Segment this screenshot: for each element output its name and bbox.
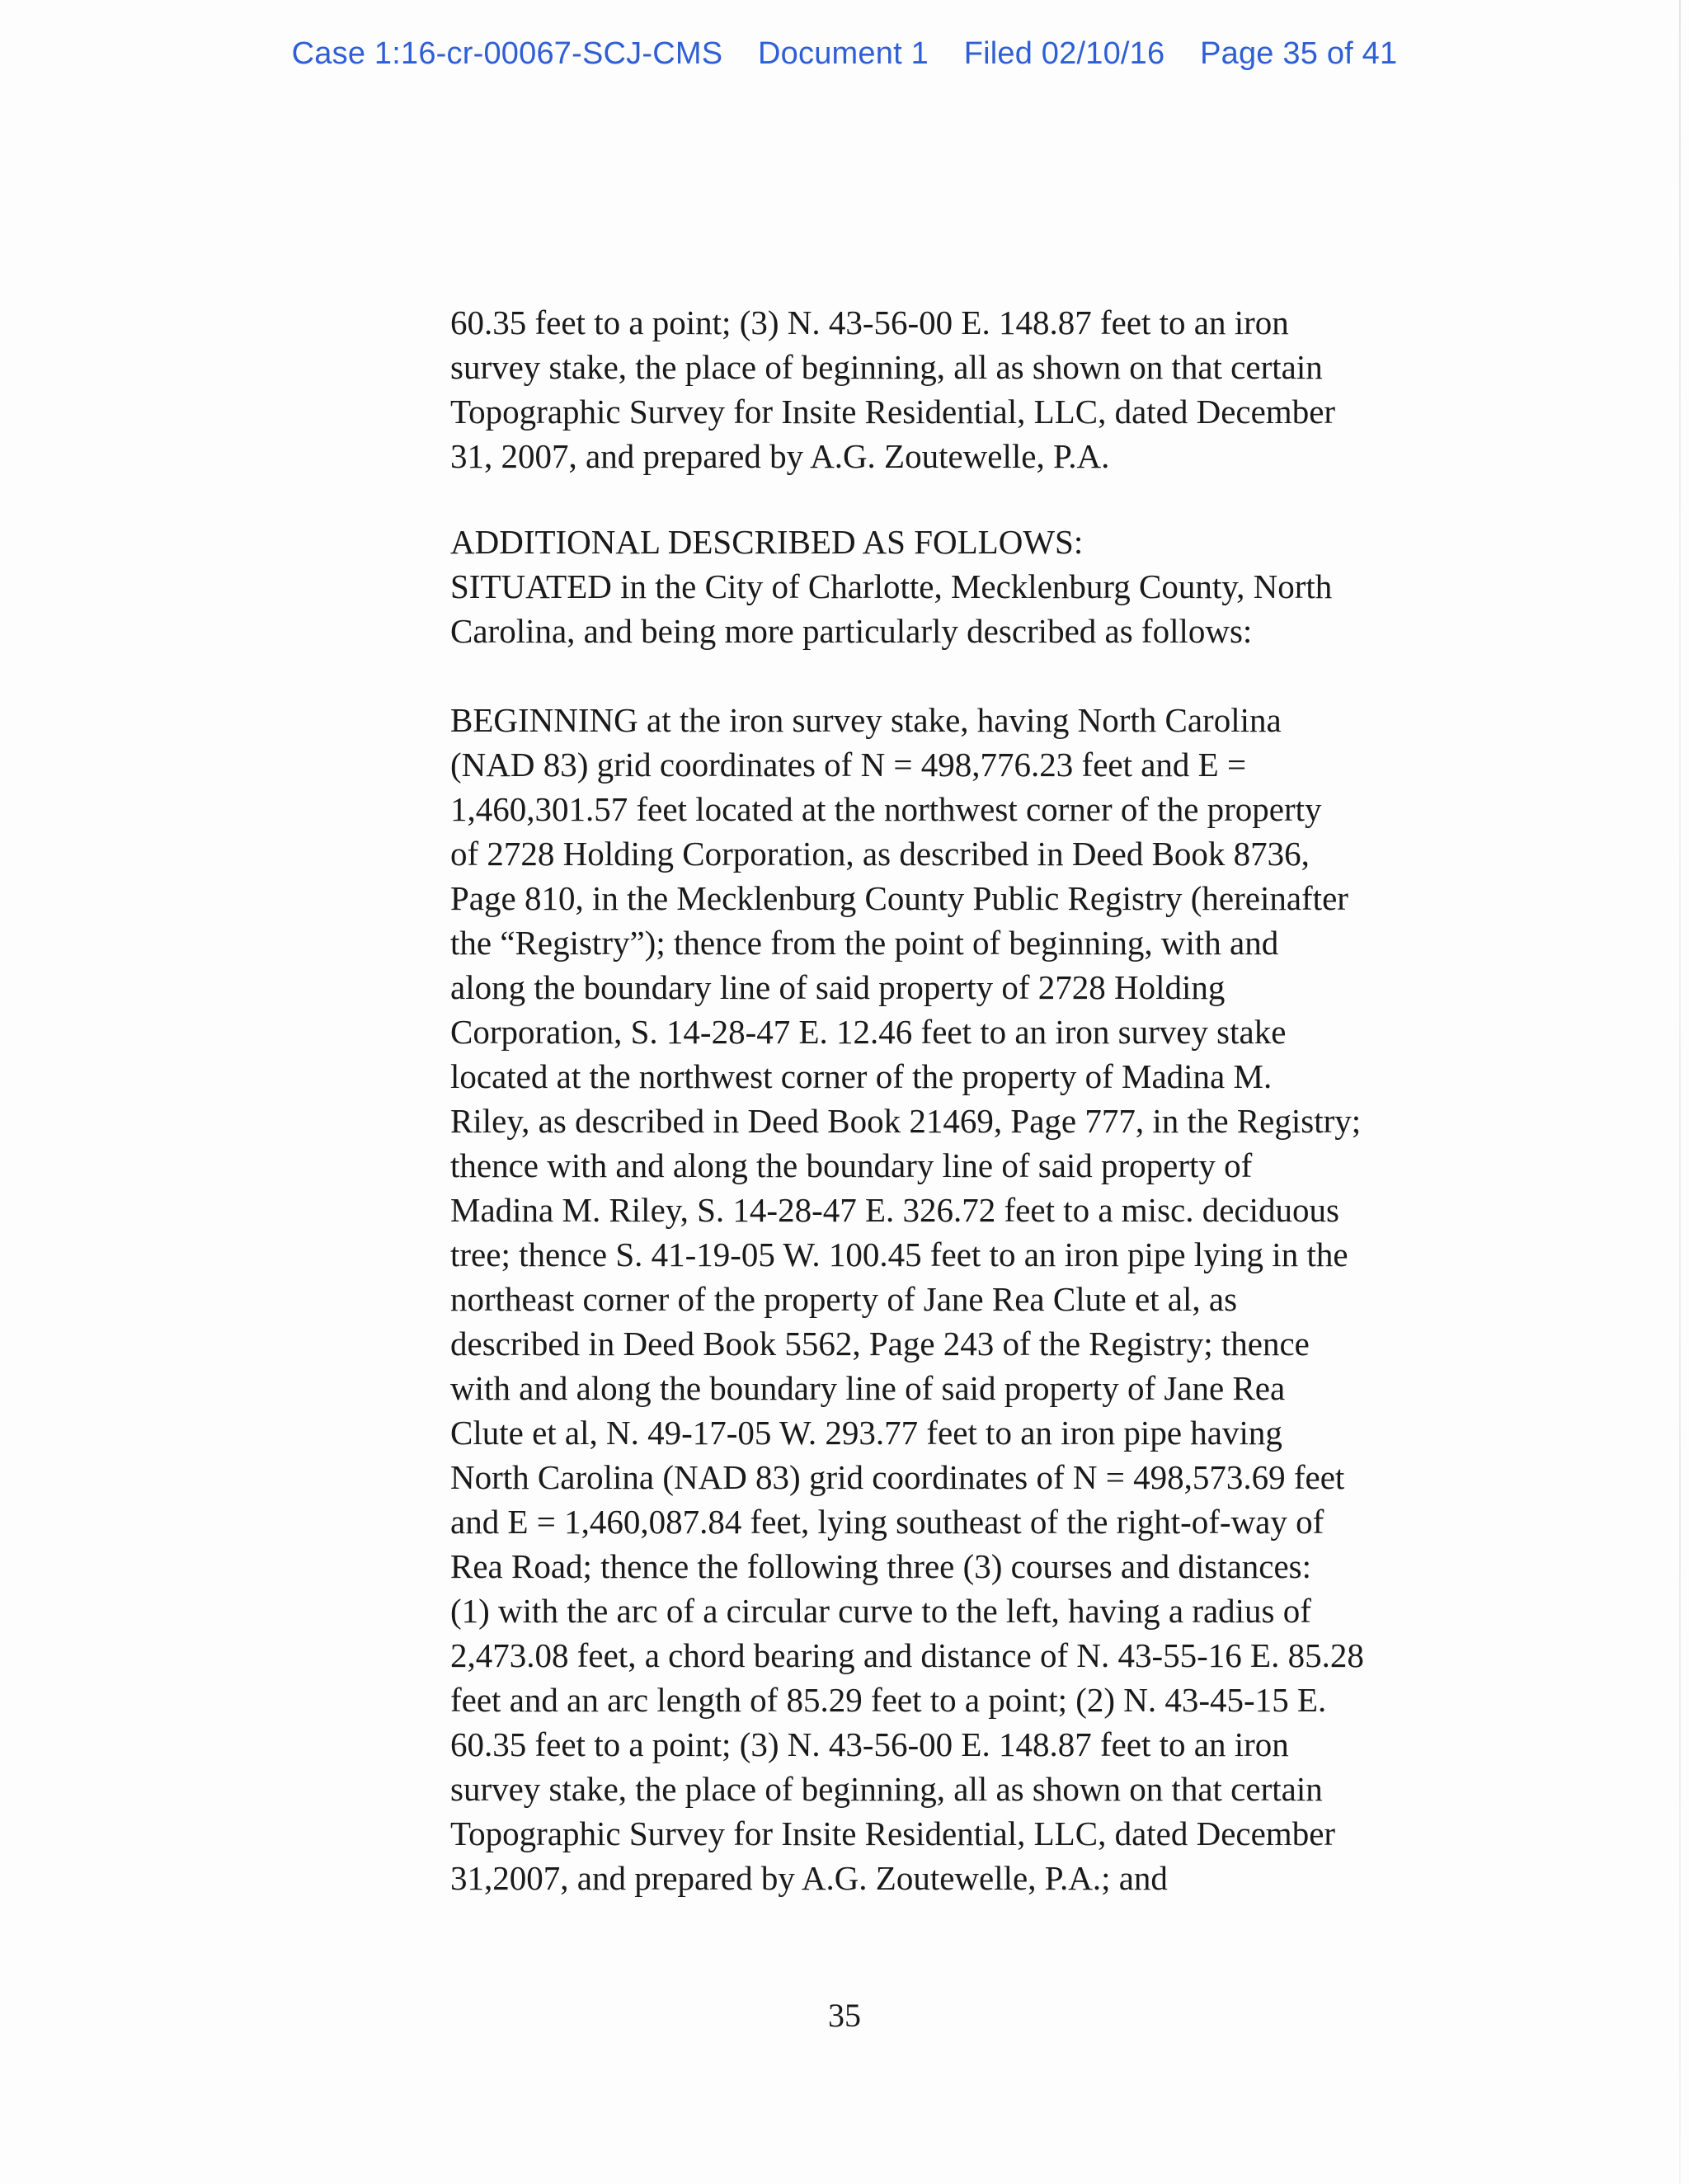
paragraph-beginning <box>450 698 1498 1900</box>
text-line: North Carolina (NAD 83) grid coordinates of N = 498,573.69 feet <box>450 1458 1345 1496</box>
text-line: Page 810, in the Mecklenburg County Public Registry (hereinafter <box>450 879 1348 917</box>
text-line: Corporation, S. 14-28-47 E. 12.46 feet to an iron survey stake <box>450 1013 1287 1051</box>
text-line: 31,2007, and prepared by A.G. Zoutewelle, P.A.; and <box>450 1859 1168 1897</box>
filed-date: Filed 02/10/16 <box>963 36 1165 71</box>
text-line: and E = 1,460,087.84 feet, lying southeast of the right-of-way of <box>450 1503 1324 1541</box>
text-line: of 2728 Holding Corporation, as described in Deed Book 8736, <box>450 835 1310 873</box>
text-line: along the boundary line of said property of 2728 Holding <box>450 968 1226 1006</box>
text-line: 31, 2007, and prepared by A.G. Zoutewelle, P.A. <box>450 437 1110 475</box>
section-heading: ADDITIONAL DESCRIBED AS FOLLOWS: <box>450 523 1084 561</box>
text-line: survey stake, the place of beginning, all as shown on that certain <box>450 348 1323 386</box>
scan-edge <box>1679 0 1681 2184</box>
paragraph-additional-description <box>450 520 1498 653</box>
court-filing-header <box>0 36 1689 72</box>
text-line: thence with and along the boundary line of said property of <box>450 1146 1253 1184</box>
text-line: SITUATED in the City of Charlotte, Mecklenburg County, North <box>450 567 1333 605</box>
text-line: Rea Road; thence the following three (3) courses and distances: <box>450 1547 1312 1585</box>
text-line: BEGINNING at the iron survey stake, having North Carolina <box>450 701 1282 739</box>
text-line: feet and an arc length of 85.29 feet to a point; (2) N. 43-45-15 E. <box>450 1681 1327 1719</box>
text-line: 60.35 feet to a point; (3) N. 43-56-00 E. 148.87 feet to an iron <box>450 1725 1289 1763</box>
text-line: 60.35 feet to a point; (3) N. 43-56-00 E. 148.87 feet to an iron <box>450 304 1289 341</box>
text-line: (NAD 83) grid coordinates of N = 498,776.23 feet and E = <box>450 746 1247 784</box>
case-number: Case 1:16-cr-00067-SCJ-CMS <box>291 36 723 71</box>
text-line: Topographic Survey for Insite Residential, LLC, dated December <box>450 1815 1336 1852</box>
text-line: the “Registry”); thence from the point of beginning, with and <box>450 924 1279 962</box>
text-line: Carolina, and being more particularly described as follows: <box>450 612 1253 650</box>
text-line: survey stake, the place of beginning, all as shown on that certain <box>450 1770 1323 1808</box>
text-line: tree; thence S. 41-19-05 W. 100.45 feet to an iron pipe lying in the <box>450 1236 1348 1273</box>
text-line: described in Deed Book 5562, Page 243 of the Registry; thence <box>450 1325 1310 1363</box>
text-line: (1) with the arc of a circular curve to the left, having a radius of <box>450 1592 1311 1630</box>
page-number: 35 <box>828 1997 861 2034</box>
text-line: Clute et al, N. 49-17-05 W. 293.77 feet to an iron pipe having <box>450 1414 1282 1452</box>
page-count: Page 35 of 41 <box>1200 36 1398 71</box>
text-line: Topographic Survey for Insite Residential, LLC, dated December <box>450 393 1336 431</box>
text-line: located at the northwest corner of the property of Madina M. <box>450 1057 1273 1095</box>
text-line: Madina M. Riley, S. 14-28-47 E. 326.72 feet to a misc. deciduous <box>450 1191 1339 1229</box>
text-line: with and along the boundary line of said property of Jane Rea <box>450 1369 1286 1407</box>
text-line: 2,473.08 feet, a chord bearing and distance of N. 43-55-16 E. 85.28 <box>450 1636 1364 1674</box>
paragraph-continuation <box>450 300 1498 478</box>
document-number: Document 1 <box>758 36 929 71</box>
text-line: Riley, as described in Deed Book 21469, Page 777, in the Registry; <box>450 1102 1362 1140</box>
text-line: 1,460,301.57 feet located at the northwest corner of the property <box>450 790 1322 828</box>
text-line: northeast corner of the property of Jane Rea Clute et al, as <box>450 1280 1238 1318</box>
